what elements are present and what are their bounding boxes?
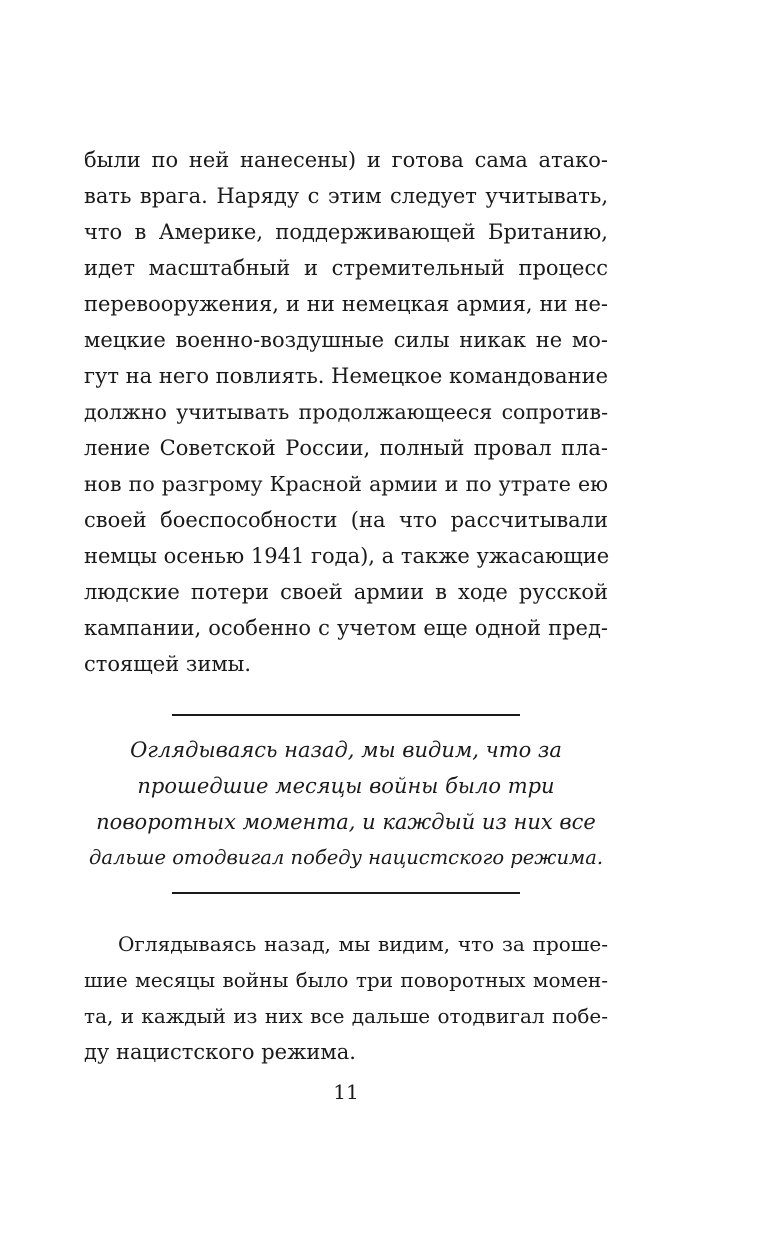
text-line: вать врага. Наряду с этим следует учитывать, [84,184,608,208]
text-line: ление Советской России, полный провал пла- [84,436,608,460]
text-line: стоящей зимы. [84,652,252,676]
text-line: немцы осенью 1941 года), а также ужасающие [84,544,610,568]
text-line: мецкие военно-воздушные силы никак не мо- [84,328,608,352]
text-line: должно учитывать продолжающееся сопротив- [84,400,608,424]
text-line: кампании, особенно с учетом еще одной пред- [84,616,608,640]
text-line: были по ней нанесены) и готова сама атако- [84,148,608,172]
text-line: шие месяцы войны было три поворотных момен- [84,968,608,992]
text-line: людские потери своей армии в ходе русской [84,580,608,604]
pull-quote-line: дальше отодвигал победу нацистского режима. [88,846,604,869]
text-line: идет масштабный и стремительный процесс [84,256,608,280]
pull-quote-line: прошедшие месяцы войны было три [137,774,555,798]
text-line: та, и каждый из них все дальше отодвигал побе- [84,1004,608,1028]
page-number: 11 [333,1080,359,1104]
pull-quote-line: Оглядываясь назад, мы видим, что за [130,738,562,762]
pull-quote-bottom-rule [172,892,520,894]
text-line: нов по разгрому Красной армии и по утрате ею [84,472,608,496]
text-line: ду нацистского режима. [84,1040,356,1064]
text-line: что в Америке, поддерживающей Британию, [84,220,608,244]
pull-quote-line: поворотных момента, и каждый из них все [96,810,596,834]
pull-quote-top-rule [172,714,520,716]
text-line: своей боеспособности (на что рассчитывали [84,508,608,532]
text-line: гут на него повлиять. Немецкое командование [84,364,608,388]
text-line: Оглядываясь назад, мы видим, что за проше- [118,932,608,956]
text-line: перевооружения, и ни немецкая армия, ни не- [84,292,608,316]
